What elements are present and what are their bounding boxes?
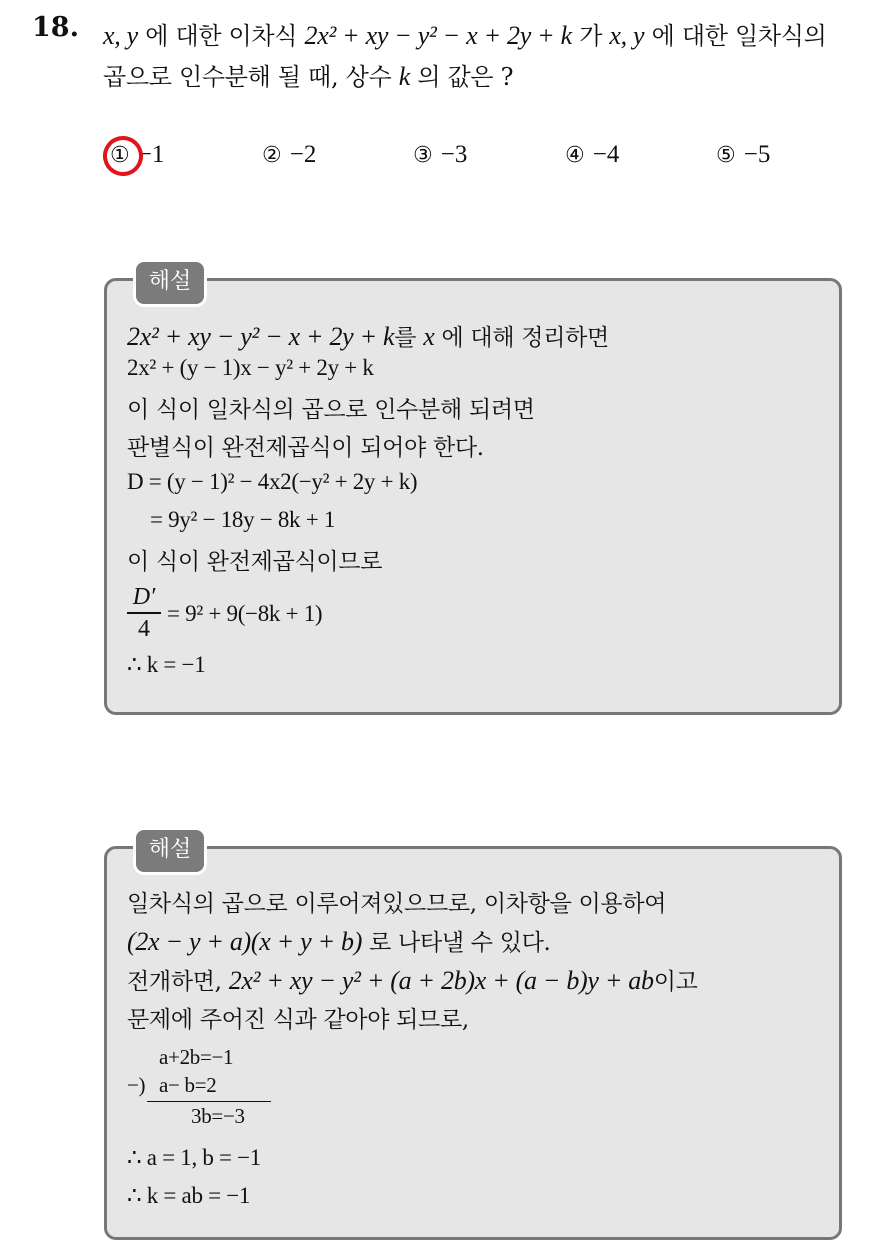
question-line-1: [103, 16, 827, 51]
question-vars: x, y: [609, 21, 645, 50]
solution-line: 판별식이 완전제곱식이 되어야 한다.: [127, 435, 484, 461]
choice-3[interactable]: [413, 140, 467, 169]
choice-number: ②: [262, 143, 282, 168]
solution-line: [127, 963, 698, 996]
solution-expression: (2x − y + a)(x + y + b): [127, 927, 363, 956]
solution-tag: 해설: [133, 259, 207, 307]
equation-subtract-sign: −): [127, 1073, 146, 1097]
solution-line: 일차식의 곱으로 이루어져있으므로, 이차항을 이용하여: [127, 891, 667, 917]
choice-4[interactable]: [565, 140, 619, 169]
solution-line: = 9y² − 18y − 8k + 1: [150, 507, 336, 532]
equation-line: a+2b=−1: [159, 1045, 234, 1069]
choice-value: −2: [289, 141, 317, 168]
solution-line: ∴ k = ab = −1: [127, 1183, 251, 1208]
solution-text: 이고: [653, 969, 698, 995]
equation-line: 3b=−3: [191, 1104, 245, 1128]
solution-line: [127, 924, 551, 957]
question-text: 곱으로 인수분해 될 때, 상수: [103, 63, 392, 91]
choice-number: ⑤: [716, 143, 736, 168]
solution-box-2: [104, 837, 842, 1240]
choice-number: ①: [110, 143, 130, 168]
choice-number: ③: [413, 143, 433, 168]
solution-text: 에 대해 정리하면: [441, 325, 609, 351]
solution-line: 이 식이 완전제곱식이므로: [127, 549, 383, 575]
fraction-numerator: D′: [132, 584, 156, 610]
question-number: 18.: [32, 12, 79, 43]
solution-expression: 2x² + xy − y² − x + 2y + k: [127, 322, 395, 351]
solution-text: 를: [394, 325, 417, 351]
solution-variable: x: [423, 322, 435, 351]
choice-5[interactable]: [716, 140, 770, 169]
question-vars: x, y: [103, 21, 138, 50]
equation-line: a− b=2: [159, 1073, 217, 1097]
question-line-2: [103, 57, 513, 92]
solution-line: D = (y − 1)² − 4x2(−y² + 2y + k): [127, 469, 418, 494]
question-constant: k: [398, 62, 410, 91]
solution-line: = 9² + 9(−8k + 1): [167, 601, 323, 626]
solution-tag: 해설: [133, 827, 207, 875]
fraction: [127, 584, 161, 643]
fraction-denominator: 4: [138, 616, 150, 642]
choice-2[interactable]: [262, 140, 316, 169]
solution-line: 이 식이 일차식의 곱으로 인수분해 되려면: [127, 397, 535, 423]
choice-value: −4: [592, 141, 620, 168]
question-text: 에 대한 이차식: [145, 22, 298, 50]
solution-text: 전개하면,: [127, 969, 222, 995]
equation-rule: [147, 1101, 271, 1102]
solution-box-1: [104, 269, 842, 715]
solution-line: 2x² + (y − 1)x − y² + 2y + k: [127, 355, 374, 380]
fraction-bar: [127, 612, 161, 614]
question-text: 의 값은 ?: [417, 63, 514, 91]
question-text: 가: [579, 22, 603, 50]
solution-text: 로 나타낼 수 있다.: [369, 930, 551, 956]
choice-value: −5: [743, 141, 771, 168]
solution-line: [127, 319, 609, 352]
choice-value: −1: [137, 141, 165, 168]
solution-line: ∴ a = 1, b = −1: [127, 1145, 262, 1170]
solution-line: 문제에 주어진 식과 같아야 되므로,: [127, 1007, 469, 1033]
choice-value: −3: [440, 141, 468, 168]
choice-number: ④: [565, 143, 585, 168]
solution-line: ∴ k = −1: [127, 652, 206, 677]
question-expression: 2x² + xy − y² − x + 2y + k: [304, 21, 572, 50]
solution-expression: 2x² + xy − y² + (a + 2b)x + (a − b)y + ab: [228, 966, 654, 995]
question-text: 에 대한 일차식의: [651, 22, 827, 50]
